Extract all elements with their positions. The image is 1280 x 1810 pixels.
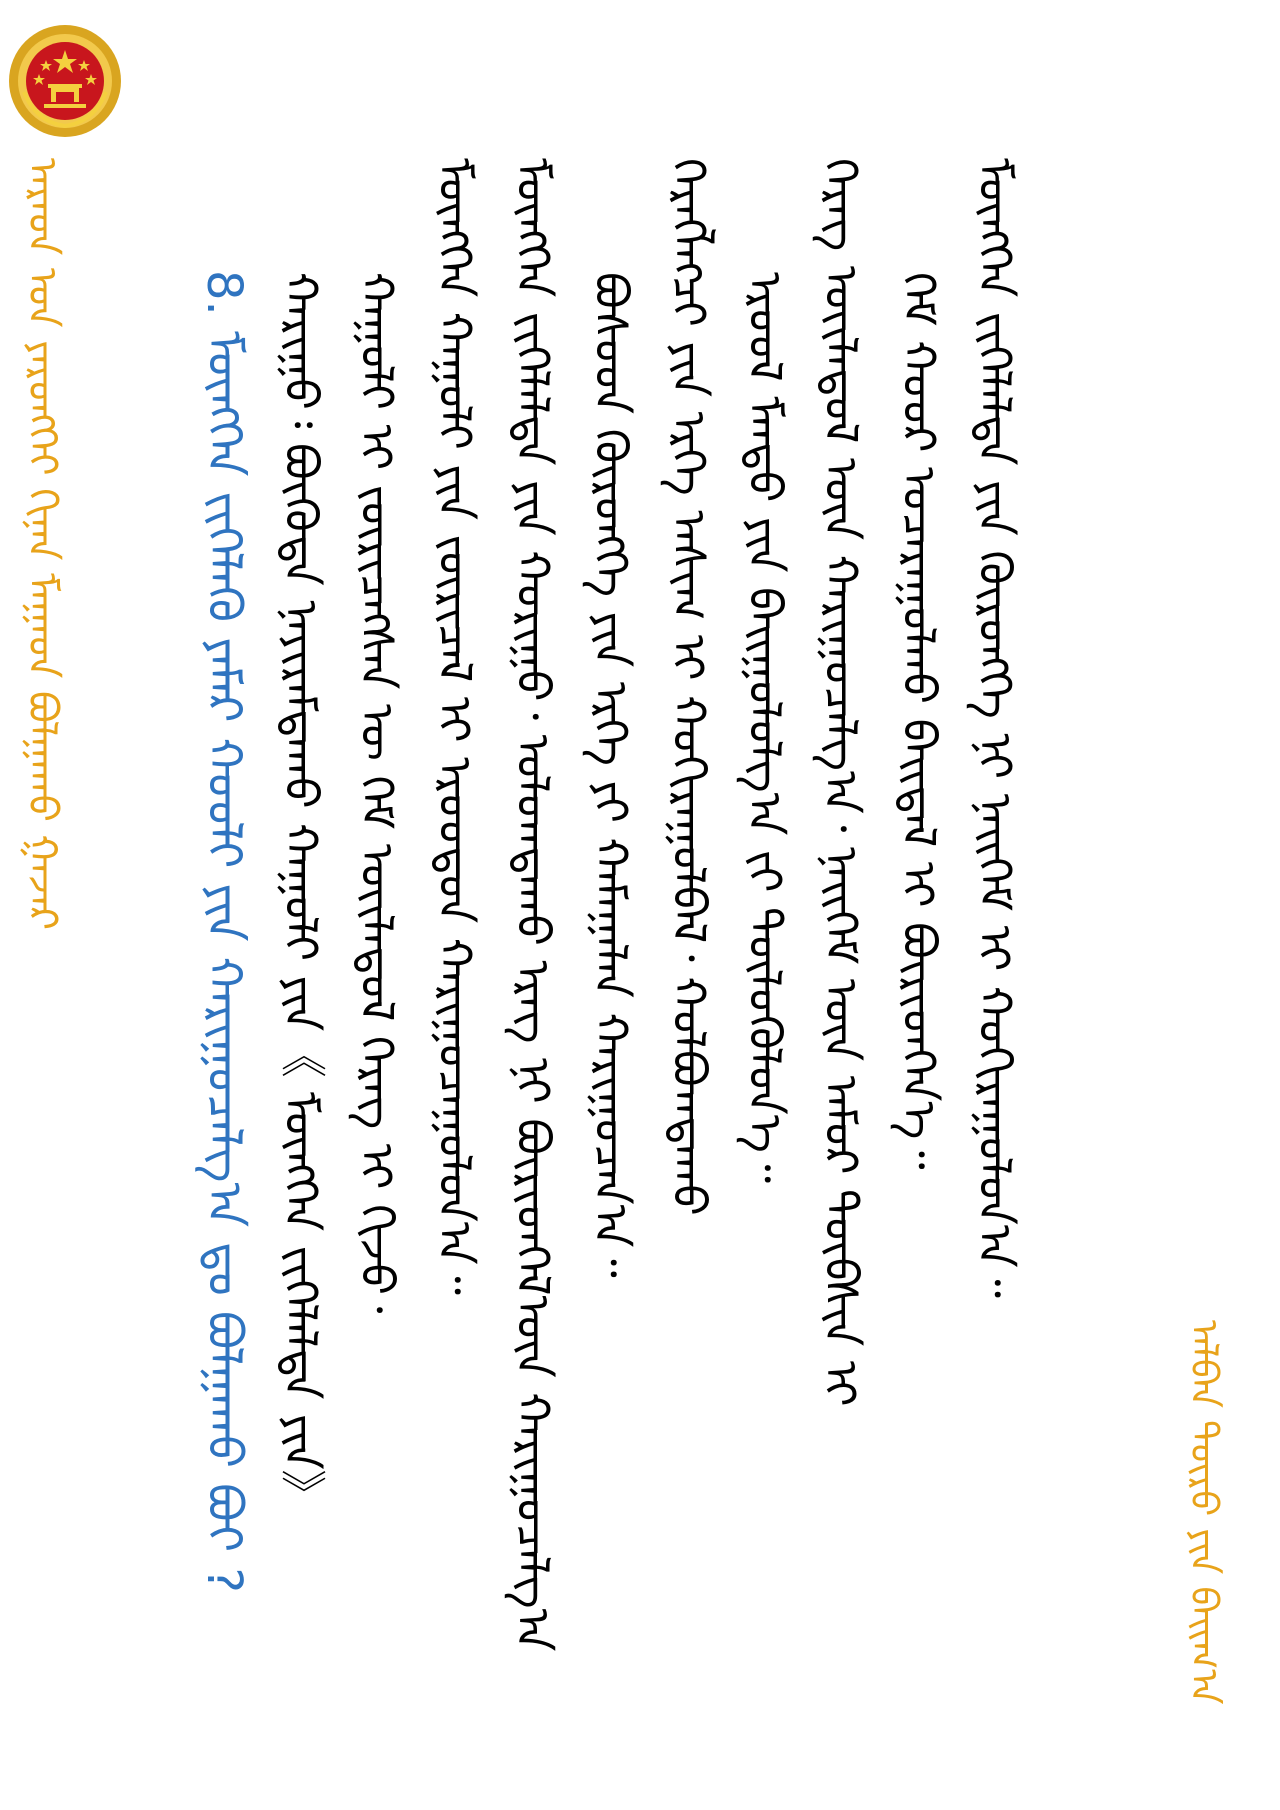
body-column: ᠮᠥᠩᠭᠡᠨ ᠵᠢᠭᠡᠯᠡᠯᠲᠡ ᠶᠢᠨ ᠬᠥᠷᠥᠩᠭᠡ ᠨᠢ ᠨᠡᠢᠭᠡᠮ ᠢ ᠬᠣᠬᠢᠷᠠᠭᠤᠯᠤᠨ᠎ᠠ᠃ xyxy=(968,158,1022,1298)
question-heading: 8. ᠮᠥᠩᠭᠡᠨ ᠵᠢᠭᠡᠯᠡᠬᠦ ᠶᠠᠮᠠᠷ ᠬᠤᠤᠯᠢ ᠶᠢᠨ ᠬᠠᠷᠢᠭᠤᠴᠠᠯᠭ᠎ᠠ ᠳᠤ ᠪᠣᠯᠭᠠᠬᠤ ᠪᠤᠢ ? xyxy=(196,270,252,1593)
body-column: ᠪᠤᠰᠤᠳ ᠬᠥᠷᠥᠩᠭᠡ ᠶᠢᠨ ᠡᠷᠬᠡ ᠶᠢ ᠬᠠᠮᠠᠭᠠᠯᠠᠨ ᠬᠠᠷᠢᠭᠤᠴᠠᠨ᠎ᠠ᠃ xyxy=(584,272,638,1278)
body-column: ᠬᠡᠷᠡᠭᠯᠡᠭᠴᠢ ᠶᠢᠨ ᠡᠷᠬᠡ ᠠᠰᠢᠭ ᠢ ᠬᠣᠬᠢᠷᠠᠭᠤᠯᠪᠠᠯ᠂ ᠬᠣᠯᠪᠣᠭᠳᠠᠬᠤ xyxy=(662,158,716,1216)
body-column: ᠮᠥᠩᠭᠡᠨ ᠵᠢᠭᠡᠯᠡᠯᠲᠡ ᠶᠢᠨ ᠬᠤᠷᠢᠭᠤ᠂ ᠤᠯᠤᠭᠳᠠᠬᠤ ᠡᠷᠡᠭ ᠨᠢ ᠪᠦᠷᠢᠳᠬᠡᠯ᠎ᠦᠨ ᠬᠠᠷᠢᠭᠤᠴᠠᠯᠭ᠎ᠠ xyxy=(506,158,560,1652)
body-column: ᠮᠥᠩᠭᠡᠨ ᠬᠠᠭᠤᠯᠢ ᠶᠢᠨ ᠵᠥᠷᠢᠴᠡᠯ ᠢ ᠡᠷᠦᠦᠳᠦᠨ ᠬᠠᠷᠢᠭᠤᠴᠠᠭᠤᠯᠤᠨ᠎ᠠ᠃ xyxy=(428,158,482,1295)
body-column: ᠡᠷᠦᠦᠯ ᠮᠡᠨᠳᠦ ᠶᠢᠨ ᠪᠠᠢᠭᠤᠯᠤᠯᠭ᠎ᠠ ᠵᠢ ᠲᠥᠯᠥᠭᠦᠯᠦᠨ᠎ᠡ᠃ xyxy=(738,272,792,1184)
national-emblem-icon xyxy=(6,22,124,140)
body-column: ᠬᠠᠷᠢᠭᠤ᠄ ᠪᠦᠭᠦᠳᠡ ᠨᠠᠶᠢᠷᠠᠮᠳᠠᠬᠤ ᠬᠠᠭᠤᠯᠢ ᠶᠢᠨ《 ᠮᠥᠩᠭᠡᠨ ᠵᠢᠭᠡᠯᠡᠯᠲᠡ ᠶᠢᠨ》 xyxy=(274,272,328,1516)
body-column: ᠬᠡᠷᠡᠭ ᠦᠢᠯᠡᠳᠦᠯ ᠦᠨ ᠬᠠᠷᠢᠭᠤᠴᠠᠯᠭ᠎ᠠ᠂ ᠨᠡᠢᠭᠡᠮ ᠦᠨ ᠠᠮᠤᠷ ᠲᠦᠪᠰᠢᠨ ᠢ xyxy=(814,158,868,1407)
footer-title: ᠠᠯᠪᠠᠨ ᠲᠥᠷᠥ ᠶᠢᠨ ᠪᠠᠢᠭ᠎ᠠ xyxy=(1182,1320,1226,1705)
header-title: ᠠᠷᠠᠳ ᠤᠨ ᠶᠡᠷᠦᠩᠬᠡᠢ ᠬᠢᠨᠠᠨ ᠮᠠᠭᠠᠳ ᠪᠣᠯᠭᠠᠬᠤ ᠭᠠᠵᠠᠷ xyxy=(19,158,65,931)
body-column: ᠬᠠᠭᠤᠯᠢ ᠢ ᠵᠥᠷᠢᠴᠡᠭᠰᠡᠨ ᠦ ᠭᠡᠮ ᠦᠢᠯᠡᠳᠦᠯ ᠬᠡᠷᠡᠭ ᠢ ᠬᠢᠵᠦ᠂ xyxy=(350,272,404,1314)
body-column: ᠭᠡᠮ ᠬᠣᠣᠷ ᠤᠴᠠᠷᠠᠭᠤᠯᠬᠤ ᠪᠠᠢᠳᠠᠯ ᠢ ᠪᠦᠷᠢᠳᠬᠡᠨ᠎ᠡ᠃ xyxy=(892,272,946,1170)
